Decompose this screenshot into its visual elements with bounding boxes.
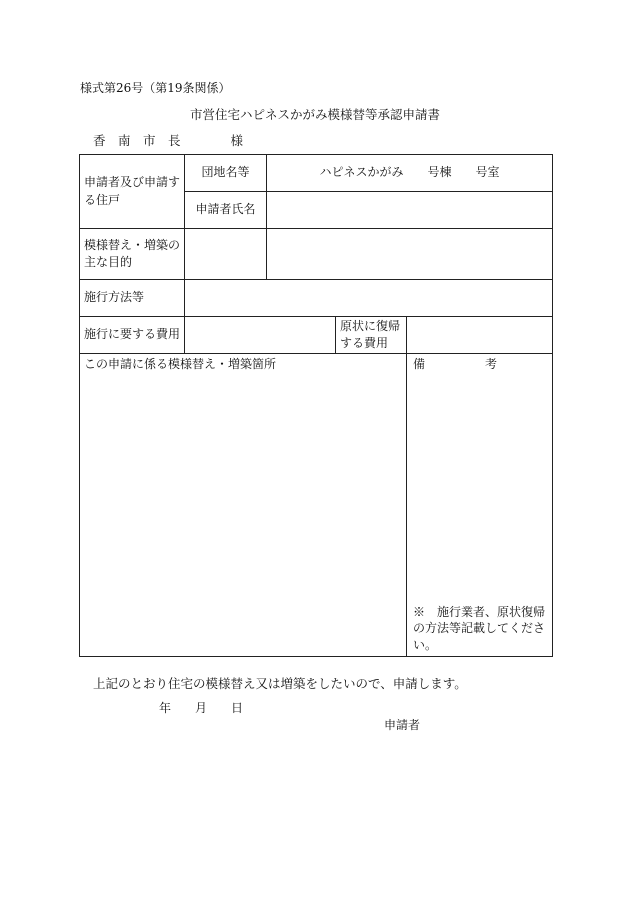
form-number: 様式第26号（第19条関係） [80,81,231,95]
method-field[interactable] [185,280,553,317]
remarks-field[interactable] [407,354,553,657]
location-field[interactable] [80,354,407,657]
application-statement: 上記のとおり住宅の模様替え又は増築をしたいので、申請します。 [93,676,467,691]
restore-cost-label: 原状に復帰する費用 [336,317,407,354]
restore-cost-field[interactable] [407,317,553,354]
remarks-label: 備 考 [413,357,498,371]
purpose-field-b[interactable] [267,229,553,280]
remarks-note: ※ 施行業者、原状復帰の方法等記載してください。 [413,604,546,653]
purpose-field-a[interactable] [185,229,267,280]
applicant-name-label: 申請者氏名 [185,192,267,229]
cost-field[interactable] [185,317,336,354]
method-label: 施行方法等 [80,280,185,317]
cost-label: 施行に要する費用 [80,317,185,354]
complex-name-label: 団地名等 [185,155,267,192]
purpose-label: 模様替え・増築の主な目的 [80,229,185,280]
date-line: 年 月 日 [159,701,244,715]
location-label: この申請に係る模様替え・増築箇所 [84,357,277,371]
applicant-dwelling-label: 申請者及び申請する住戸 [80,155,185,229]
applicant-signature-label: 申請者 [384,718,421,732]
addressee: 香 南 市 長 様 [93,133,244,148]
document-title: 市営住宅ハピネスかがみ模様替等承認申請書 [189,107,440,122]
applicant-name-field[interactable] [267,192,553,229]
application-form-table [79,154,553,657]
complex-name-field[interactable]: ハピネスかがみ 号棟 号室 [267,155,553,192]
